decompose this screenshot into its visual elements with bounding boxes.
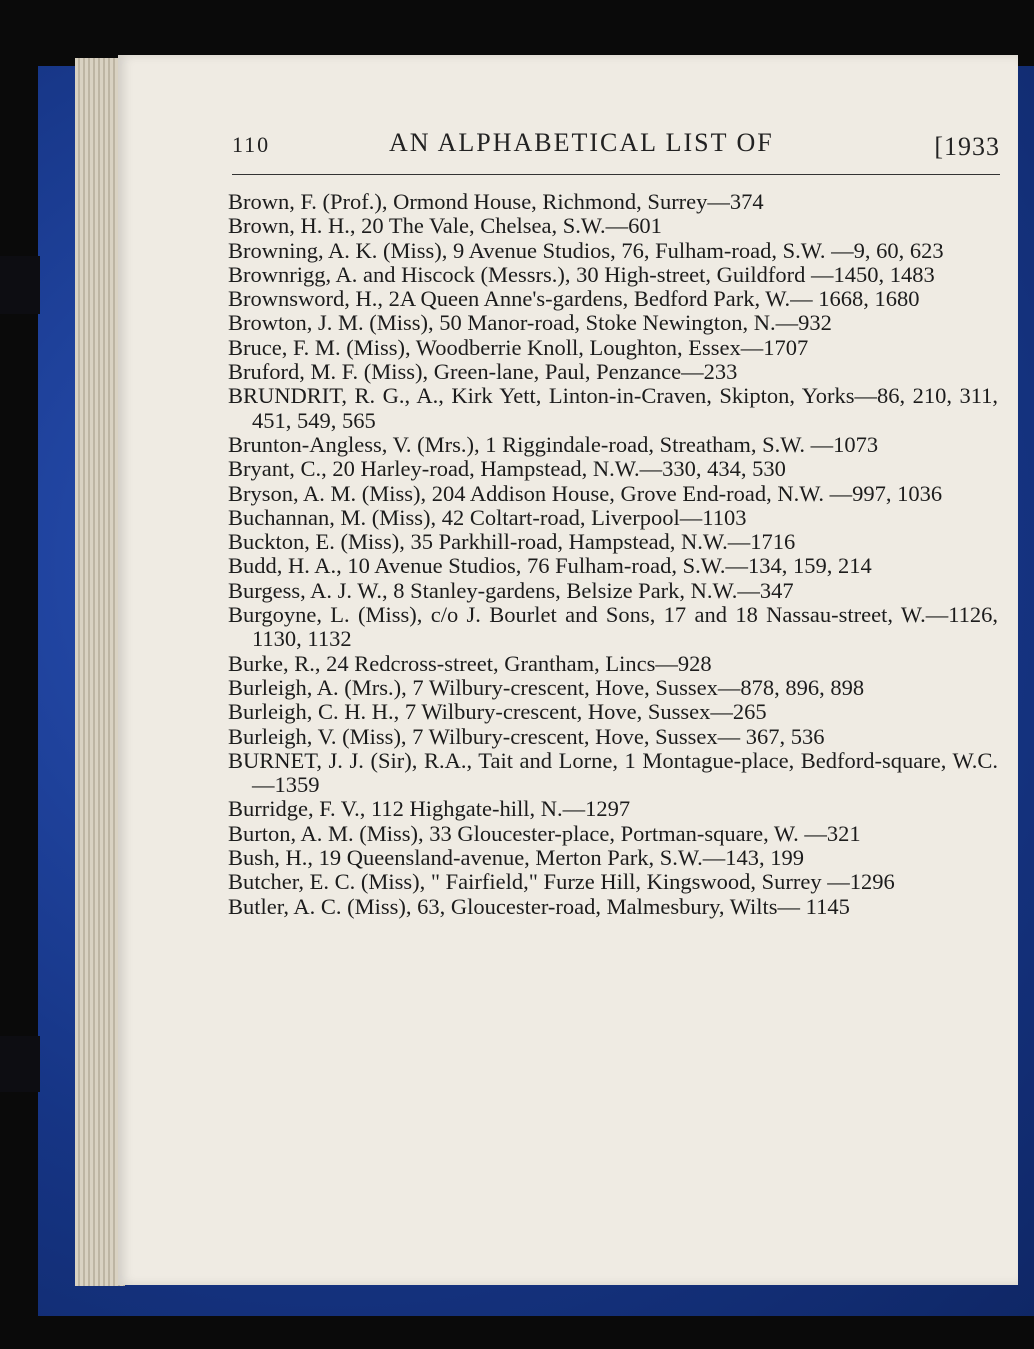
list-item: Bryant, C., 20 Harley-road, Hampstead, N.W.—330, 434, 530 <box>228 456 786 482</box>
list-item: Burgoyne, L. (Miss), c/o J. Bourlet and Sons, 17 and 18 Nassau-street, W.—1126, 1130, 1132 <box>228 602 998 652</box>
list-item: Bruce, F. M. (Miss), Woodberrie Knoll, Loughton, Essex—1707 <box>228 334 809 360</box>
list-item: Burleigh, V. (Miss), 7 Wilbury-crescent, Hove, Sussex— 367, 536 <box>228 723 825 749</box>
header-rule <box>232 174 1000 175</box>
list-item: Burridge, F. V., 112 Highgate-hill, N.—1297 <box>228 796 631 822</box>
list-item: Butcher, E. C. (Miss), " Fairfield," Furze Hill, Kingswood, Surrey —1296 <box>228 869 895 895</box>
entry-list <box>228 190 998 919</box>
year-label: [1933 <box>934 132 1000 161</box>
list-item: Butler, A. C. (Miss), 63, Gloucester-road, Malmesbury, Wilts— 1145 <box>228 893 850 919</box>
list-item: Brunton-Angless, V. (Mrs.), 1 Riggindale-road, Streatham, S.W. —1073 <box>228 431 879 457</box>
cover-tab-top <box>0 256 40 314</box>
list-item: Brown, H. H., 20 The Vale, Chelsea, S.W.—601 <box>228 213 662 239</box>
list-item: Brown, F. (Prof.), Ormond House, Richmond, Surrey—374 <box>228 189 764 214</box>
list-item: Buchannan, M. (Miss), 42 Coltart-road, Liverpool—1103 <box>228 504 747 530</box>
list-item: Burke, R., 24 Redcross-street, Grantham, Lincs—928 <box>228 650 712 676</box>
list-item: Bryson, A. M. (Miss), 204 Addison House, Grove End-road, N.W. —997, 1036 <box>228 480 943 506</box>
running-title: AN ALPHABETICAL LIST OF <box>389 128 774 157</box>
list-item: Burton, A. M. (Miss), 33 Gloucester-place, Portman-square, W. —321 <box>228 820 861 846</box>
list-item: Buckton, E. (Miss), 35 Parkhill-road, Hampstead, N.W.—1716 <box>228 529 796 555</box>
list-item: Browning, A. K. (Miss), 9 Avenue Studios, 76, Fulham-road, S.W. —9, 60, 623 <box>228 237 944 263</box>
list-item: Bush, H., 19 Queensland-avenue, Merton Park, S.W.—143, 199 <box>228 845 804 871</box>
list-item: Bruford, M. F. (Miss), Green-lane, Paul, Penzance—233 <box>228 359 738 385</box>
page-header <box>232 128 1000 162</box>
cover-tab-bottom <box>0 1036 40 1092</box>
list-item: Browton, J. M. (Miss), 50 Manor-road, Stoke Newington, N.—932 <box>228 310 832 336</box>
page-number: 110 <box>232 132 271 157</box>
list-item: Burleigh, C. H. H., 7 Wilbury-crescent, Hove, Sussex—265 <box>228 699 767 725</box>
list-item: Brownrigg, A. and Hiscock (Messrs.), 30 High-street, Guildford —1450, 1483 <box>228 261 935 287</box>
list-item: BURNET, J. J. (Sir), R.A., Tait and Lorne, 1 Montague-place, Bedford-square, W.C.—1359 <box>228 747 998 798</box>
list-item: Brownsword, H., 2A Queen Anne's-gardens, Bedford Park, W.— 1668, 1680 <box>228 286 920 312</box>
list-item: Burleigh, A. (Mrs.), 7 Wilbury-crescent, Hove, Sussex—878, 896, 898 <box>228 674 865 700</box>
list-item: BRUNDRIT, R. G., A., Kirk Yett, Linton-in-Craven, Skipton, Yorks—86, 210, 311, 451, 549, 565 <box>228 383 998 433</box>
list-item: Burgess, A. J. W., 8 Stanley-gardens, Belsize Park, N.W.—347 <box>228 577 794 603</box>
list-item: Budd, H. A., 10 Avenue Studios, 76 Fulham-road, S.W.—134, 159, 214 <box>228 553 872 579</box>
